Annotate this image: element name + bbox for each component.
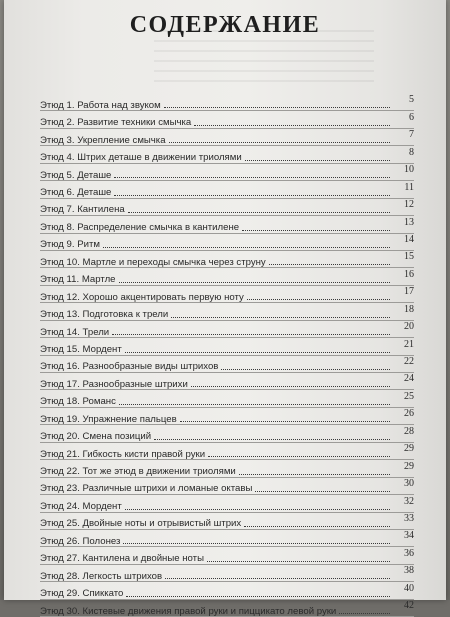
dot-leader xyxy=(194,124,390,126)
toc-entry-page-number: 16 xyxy=(404,268,414,280)
toc-entry xyxy=(40,565,414,582)
dot-leader xyxy=(247,298,390,300)
toc-entry xyxy=(40,251,414,268)
show-through-text xyxy=(154,30,374,90)
book-page xyxy=(4,0,446,617)
toc-entry-label: Этюд 21. Гибкость кисти правой руки xyxy=(40,448,206,460)
toc-entry xyxy=(40,425,414,442)
toc-entry xyxy=(40,234,414,251)
toc-entry-page-number: 17 xyxy=(404,286,414,298)
toc-entry-label: Этюд 9. Ритм xyxy=(40,239,100,251)
toc-entry-label: Этюд 29. Спиккато xyxy=(40,588,124,600)
toc-entry-label: Этюд 19. Упражнение пальцев xyxy=(40,413,177,425)
toc-entry-label: Этюд 30. Кистевые движения правой руки и пиццикато левой руки xyxy=(40,605,337,617)
toc-entry-page-number: 18 xyxy=(404,303,414,315)
toc-entry-label: Этюд 17. Разнообразные штрихи xyxy=(40,378,188,390)
toc-entry xyxy=(40,547,414,564)
toc-entry-page-number: 40 xyxy=(404,582,414,594)
dot-leader xyxy=(154,438,390,440)
toc-entry-page-number: 25 xyxy=(404,390,414,402)
toc-entry-label: Этюд 10. Мартле и переходы смычка через струну xyxy=(40,256,266,268)
toc-entry xyxy=(40,181,414,198)
toc-entry xyxy=(40,460,414,477)
toc-entry xyxy=(40,356,414,373)
dot-leader xyxy=(171,316,390,318)
dot-leader xyxy=(244,525,390,527)
toc-entry-label: Этюд 28. Легкость штрихов xyxy=(40,570,163,582)
toc-entry-label: Этюд 8. Распределение смычка в кантилене xyxy=(40,221,240,233)
toc-entry xyxy=(40,530,414,547)
toc-entry xyxy=(40,582,414,599)
toc-entry-label: Этюд 18. Романс xyxy=(40,396,116,408)
dot-leader xyxy=(128,211,390,213)
toc-entry xyxy=(40,408,414,425)
toc-entry-label: Этюд 5. Деташе xyxy=(40,169,112,181)
dot-leader xyxy=(126,595,390,597)
toc-entry-page-number: 32 xyxy=(404,495,414,507)
toc-entry-page-number: 28 xyxy=(404,425,414,437)
dot-leader xyxy=(180,420,390,422)
dot-leader xyxy=(239,473,390,475)
toc-entry xyxy=(40,321,414,338)
toc-entry xyxy=(40,478,414,495)
dot-leader xyxy=(339,612,390,614)
toc-entry-page-number: 38 xyxy=(404,565,414,577)
dot-leader xyxy=(165,577,390,579)
toc-entry-label: Этюд 24. Мордент xyxy=(40,500,122,512)
toc-entry xyxy=(40,129,414,146)
toc-entry-label: Этюд 6. Деташе xyxy=(40,187,112,199)
toc-entry-page-number: 14 xyxy=(404,233,414,245)
toc-entry xyxy=(40,94,414,111)
toc-entry xyxy=(40,495,414,512)
toc-entry-page-number: 8 xyxy=(409,146,414,158)
dot-leader xyxy=(103,246,390,248)
table-of-contents xyxy=(40,94,414,617)
toc-entry-page-number: 15 xyxy=(404,251,414,263)
dot-leader xyxy=(242,229,390,231)
toc-entry-page-number: 29 xyxy=(404,443,414,455)
dot-leader xyxy=(208,455,390,457)
toc-entry xyxy=(40,111,414,128)
toc-entry-page-number: 42 xyxy=(404,600,414,612)
toc-entry xyxy=(40,443,414,460)
dot-leader xyxy=(114,176,390,178)
toc-entry-page-number: 24 xyxy=(404,373,414,385)
toc-entry-page-number: 20 xyxy=(404,321,414,333)
page-title: СОДЕРЖАНИЕ xyxy=(129,12,321,38)
toc-entry-page-number: 34 xyxy=(404,530,414,542)
dot-leader xyxy=(207,560,390,562)
toc-entry-label: Этюд 22. Тот же этюд в движении триолями xyxy=(40,466,236,478)
toc-entry-label: Этюд 13. Подготовка к трели xyxy=(40,309,169,321)
dot-leader xyxy=(125,351,390,353)
toc-entry xyxy=(40,390,414,407)
toc-entry-label: Этюд 3. Укрепление смычка xyxy=(40,134,166,146)
toc-entry-label: Этюд 1. Работа над звуком xyxy=(40,99,161,111)
toc-entry-page-number: 10 xyxy=(404,164,414,176)
dot-leader xyxy=(114,194,390,196)
toc-entry xyxy=(40,373,414,390)
toc-entry-label: Этюд 16. Разнообразные виды штрихов xyxy=(40,361,219,373)
toc-entry xyxy=(40,268,414,285)
toc-entry-page-number: 6 xyxy=(409,111,414,123)
dot-leader xyxy=(221,368,390,370)
toc-entry xyxy=(40,286,414,303)
toc-entry-page-number: 21 xyxy=(404,338,414,350)
dot-leader xyxy=(169,141,390,143)
toc-entry-label: Этюд 15. Мордент xyxy=(40,343,122,355)
toc-entry-page-number: 30 xyxy=(404,478,414,490)
dot-leader xyxy=(245,159,390,161)
toc-entry-page-number: 11 xyxy=(404,181,414,193)
toc-entry-page-number: 22 xyxy=(404,356,414,367)
toc-entry-page-number: 36 xyxy=(404,547,414,559)
toc-entry-label: Этюд 7. Кантилена xyxy=(40,204,125,216)
toc-entry xyxy=(40,146,414,163)
toc-entry-page-number: 33 xyxy=(404,512,414,524)
toc-entry-label: Этюд 11. Мартле xyxy=(40,274,116,286)
dot-leader xyxy=(119,281,390,283)
toc-entry-page-number: 26 xyxy=(404,408,414,420)
toc-entry-label: Этюд 25. Двойные ноты и отрывистый штрих xyxy=(40,518,242,530)
toc-entry-label: Этюд 26. Полонез xyxy=(40,535,121,547)
toc-entry-label: Этюд 20. Смена позиций xyxy=(40,431,152,443)
toc-entry xyxy=(40,164,414,181)
toc-entry-page-number: 29 xyxy=(404,460,414,472)
toc-entry xyxy=(40,303,414,320)
dot-leader xyxy=(119,403,390,405)
dot-leader xyxy=(269,263,390,265)
toc-entry-label: Этюд 23. Различные штрихи и ломаные октавы xyxy=(40,483,253,495)
dot-leader xyxy=(125,508,390,510)
toc-entry-label: Этюд 14. Трели xyxy=(40,326,110,338)
toc-entry-page-number: 13 xyxy=(404,216,414,228)
toc-entry xyxy=(40,513,414,530)
toc-entry-page-number: 7 xyxy=(409,129,414,141)
dot-leader xyxy=(255,490,390,492)
toc-entry xyxy=(40,338,414,355)
toc-entry xyxy=(40,216,414,233)
toc-entry-label: Этюд 4. Штрих деташе в движении триолями xyxy=(40,152,242,164)
dot-leader xyxy=(164,106,390,108)
toc-entry-page-number: 5 xyxy=(409,94,414,106)
toc-entry-label: Этюд 27. Кантилена и двойные ноты xyxy=(40,553,204,565)
dot-leader xyxy=(112,333,390,335)
dot-leader xyxy=(123,542,390,544)
toc-entry xyxy=(40,600,414,617)
toc-entry-label: Этюд 2. Развитие техники смычка xyxy=(40,117,192,129)
dot-leader xyxy=(191,385,390,387)
toc-entry-label: Этюд 12. Хорошо акцентировать первую ноту xyxy=(40,291,244,303)
toc-entry-page-number: 12 xyxy=(404,199,414,211)
toc-entry xyxy=(40,199,414,216)
